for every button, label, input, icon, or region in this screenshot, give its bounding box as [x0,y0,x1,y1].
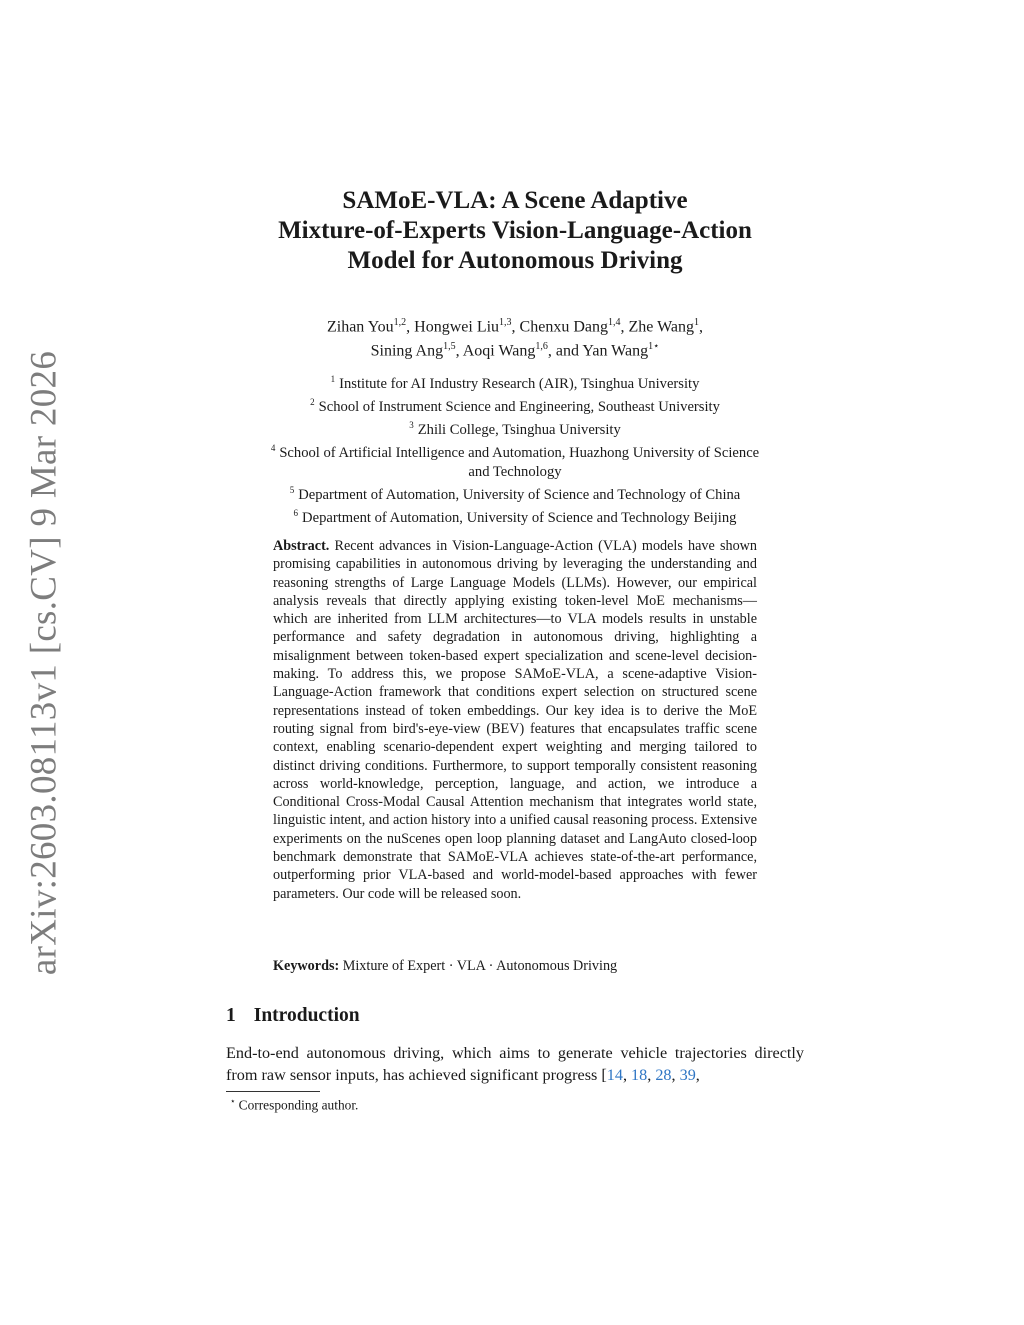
citation-link[interactable]: 14 [606,1065,623,1084]
author-name: Yan Wang [582,342,649,360]
title-line: SAMoE-VLA: A Scene Adaptive [342,187,688,214]
footnote [230,1096,358,1113]
title-line: Mixture-of-Experts Vision-Language-Action [278,217,752,244]
author-name: Chenxu Dang [519,318,608,336]
keywords-label: Keywords: [273,958,340,974]
author-affiliation-mark: 1,3 [499,317,512,328]
citation-link[interactable]: 39 [679,1065,696,1084]
author-line-1 [200,313,830,337]
author-name: Zhe Wang [628,318,694,336]
affiliation-item [200,481,830,504]
affiliation-mark: 1 [330,374,336,384]
affiliation-mark: 6 [293,508,299,519]
footnote-mark: ⋆ [230,1096,236,1106]
author-separator: , [620,318,629,336]
affiliation-text: School of Instrument Science and Engineering, Southeast University [318,399,720,416]
affiliation-item [200,416,830,439]
section-heading-introduction [226,1005,360,1027]
affiliation-item [200,393,830,416]
author-separator: , [455,342,463,360]
intro-text: End-to-end autonomous driving, which aims to generate vehicle trajectories directly from raw sensor inputs, has achieved significant progress [ [226,1044,804,1084]
affiliation-item [200,370,830,393]
arxiv-identifier: arXiv:2603.08113v1 [cs.CV] 9 Mar 2026 [23,350,65,976]
intro-trail: , [695,1065,700,1084]
author-affiliation-mark: 1 [694,317,699,328]
affiliation-text: Institute for AI Industry Research (AIR), Tsinghua University [339,375,700,392]
affiliation-item [200,439,830,462]
introduction-paragraph: End-to-end autonomous driving, which aims to generate vehicle trajectories directly from raw sensor inputs, has achieved significant progress [14, 18, 28, 39, [226,1044,804,1084]
author-affiliation-mark: 1,4 [607,317,621,328]
author-separator: , [511,318,520,336]
title-line: Model for Autonomous Driving [347,247,683,274]
author-line-2 [200,337,830,361]
author-name: Sining Ang [370,342,444,360]
paper-title [200,186,830,276]
affiliation-mark: 3 [409,420,414,431]
affiliation-text: Zhili College, Tsinghua University [417,422,621,439]
author-affiliation-mark: 1,2 [393,317,407,328]
citation-link[interactable]: 28 [655,1065,672,1084]
affiliation-mark: 5 [289,484,295,495]
affiliation-mark: 4 [270,443,276,454]
affiliation-text: Department of Automation, University of Science and Technology Beijing [302,509,737,526]
affiliation-text: Department of Automation, University of Science and Technology of China [298,486,741,503]
affiliation-mark: 2 [310,397,315,408]
author-affiliation-mark: 1,5 [443,341,456,353]
section-number: 1 [226,1005,236,1026]
author-separator: , [406,318,415,336]
footnote-divider [226,1091,320,1092]
affiliation-text: and Technology [468,463,562,480]
keywords [273,957,757,975]
footnote-text: Corresponding author. [238,1097,359,1113]
author-affiliation-mark: 1⋆ [648,341,660,353]
abstract-label: Abstract. [273,538,330,554]
abstract [273,537,757,903]
affiliation-item [200,463,830,481]
keywords-text: Mixture of Expert · VLA · Autonomous Driving [342,958,618,974]
author-name: Zihan You [326,318,394,336]
author-separator: , and [547,342,583,360]
abstract-text: Recent advances in Vision-Language-Action (VLA) models have shown promising capabilities in autonomous driving by leveraging the understanding and reasoning strengths of Large Language Models (LLMs). However, our empirical analysis reveals that directly applying existing token-level MoE mechanisms—which are inherited from LLM architectures—to VLA models results in unstable performance and safety degradation in autonomous driving, highlighting a misalignment between token-based expert specialization and scene-level decision-making. To address this, we propose SAMoE-VLA, a scene-adaptive Vision-Language-Action framework that conditions expert selection on structured scene representations instead of token embeddings. Our key idea is to derive the MoE routing signal from bird's-eye-view (BEV) features that encapsulates traffic scene context, enabling scenario-dependent expert weighting and merging tailored to distinct driving conditions. Furthermore, to support temporally consistent reasoning across world-knowledge, perception, language, and action, we introduce a Conditional Cross-Modal Causal Attention mechanism that integrates world state, linguistic intent, and action history into a unified causal reasoning process. Extensive experiments on the nuScenes open loop planning dataset and LangAuto closed-loop benchmark demonstrate that SAMoE-VLA achieves state-of-the-art performance, outperforming prior VLA-based and world-model-based approaches with fewer parameters. Our code will be released soon. [273,538,758,902]
section-title: Introduction [253,1005,360,1026]
affiliation-list [200,370,830,527]
affiliation-item [200,504,830,527]
author-affiliation-mark: 1,6 [535,341,548,353]
author-separator: , [699,318,703,336]
author-name: Aoqi Wang [462,342,536,360]
affiliation-text: School of Artificial Intelligence and Automation, Huazhong University of Science [279,445,760,462]
author-list [200,313,830,362]
author-name: Hongwei Liu [414,318,500,336]
citation-link[interactable]: 18 [631,1065,648,1084]
arxiv-identifier-stamp [23,350,65,976]
